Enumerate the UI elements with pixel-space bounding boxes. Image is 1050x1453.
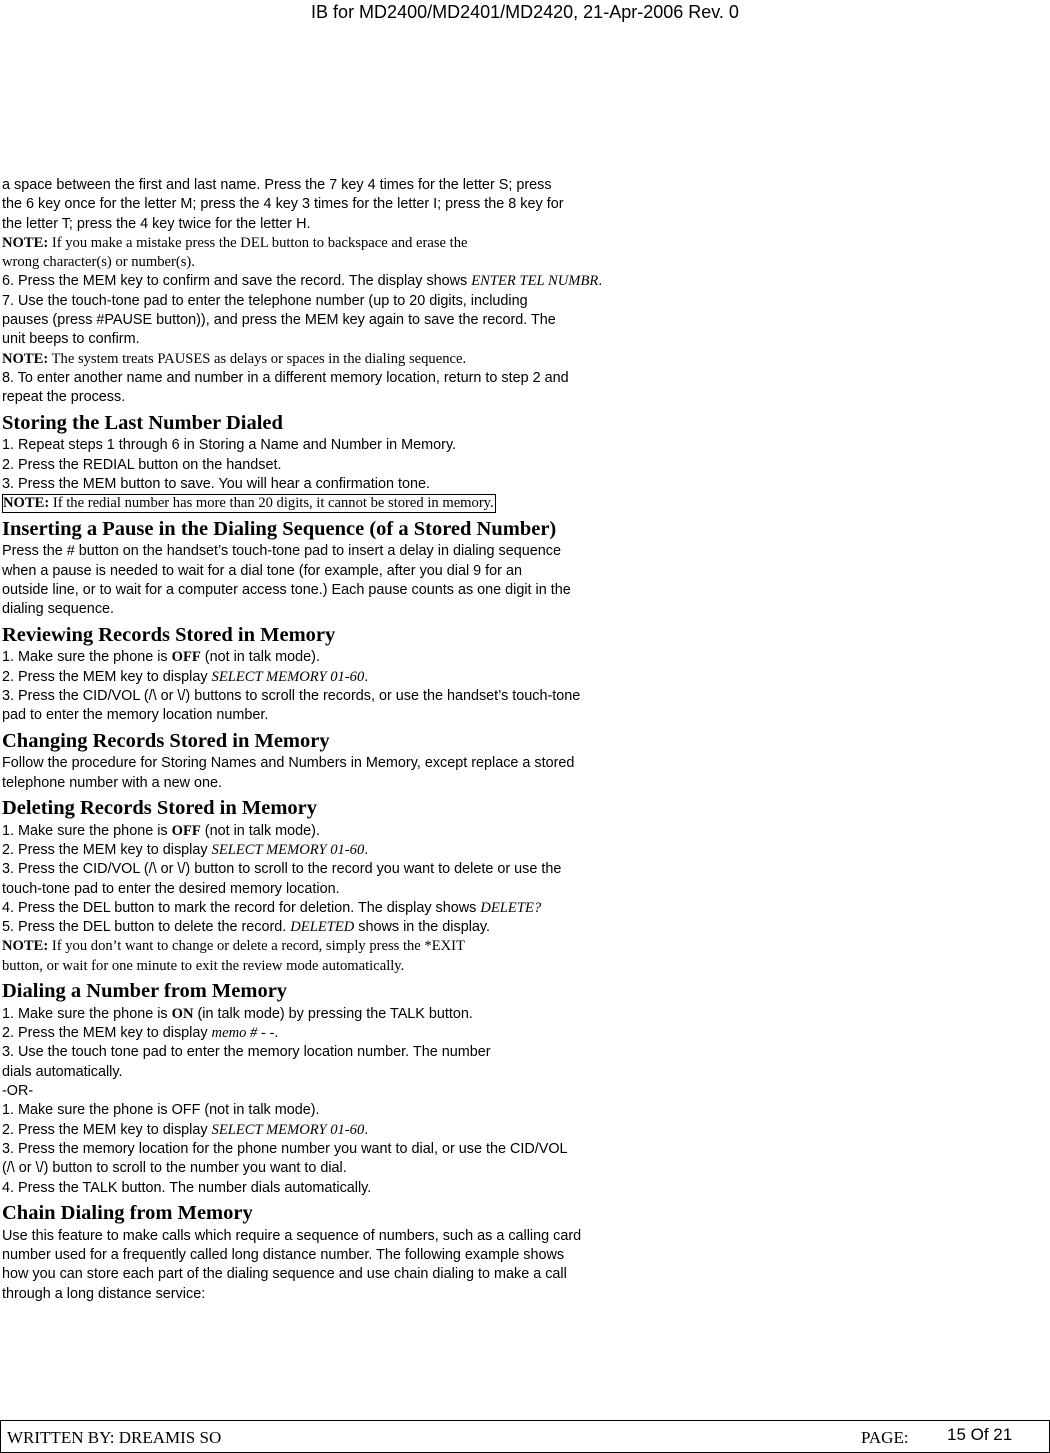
text-segment: 5. Press the DEL button to delete the record.	[2, 919, 291, 936]
text-line	[2, 822, 762, 841]
text-line	[2, 1227, 762, 1246]
text-segment: .	[274, 1025, 279, 1042]
display-text: DELETE?	[480, 899, 542, 916]
display-text: SELECT MEMORY 01-60	[211, 1121, 365, 1138]
section-heading	[2, 726, 762, 755]
text-line	[2, 1265, 762, 1284]
text-segment: ON	[171, 1005, 194, 1022]
text-line	[2, 542, 762, 561]
section-heading	[2, 793, 762, 822]
text-line	[2, 562, 762, 581]
text-line	[2, 311, 762, 330]
text-segment: 1. Make sure the phone is	[2, 1005, 172, 1022]
note-box	[2, 494, 496, 513]
heading-text: Changing Records Stored in Memory	[2, 729, 330, 752]
text-line	[2, 841, 762, 860]
text-segment: Follow the procedure for Storing Names and Numbers in Memory, except replace a stored	[2, 755, 575, 772]
text-line	[2, 1285, 762, 1304]
text-segment: 3. Press the memory location for the phone number you want to dial, or use the CID/VOL	[2, 1140, 568, 1157]
text-line	[2, 937, 762, 956]
text-segment: 3. Press the CID/VOL (/\ or \/) buttons to scroll the records, or use the handset’s touch-tone	[2, 687, 581, 704]
text-line	[2, 1179, 762, 1198]
text-line	[2, 1082, 762, 1101]
text-line	[2, 648, 762, 667]
display-text: memo #	[211, 1025, 258, 1042]
text-segment: 6. Press the MEM key to confirm and save the record. The display shows	[2, 273, 472, 290]
text-segment: when a pause is needed to wait for a dial tone (for example, after you dial 9 for an	[2, 562, 522, 579]
text-segment: .	[364, 668, 369, 685]
text-line	[2, 1246, 762, 1265]
text-segment: .	[364, 1121, 369, 1138]
text-segment: (not in talk mode).	[200, 649, 320, 666]
text-segment: 4. Press the TALK button. The number dials automatically.	[2, 1179, 372, 1196]
note-label: NOTE:	[2, 350, 49, 367]
text-line	[2, 388, 762, 407]
section-heading	[2, 408, 762, 437]
text-segment: 2. Press the MEM key to display	[2, 1025, 212, 1042]
text-line	[2, 668, 762, 687]
text-segment: 7. Use the touch-tone pad to enter the telephone number (up to 20 digits, including	[2, 292, 528, 309]
text-segment: The system treats PAUSES as delays or spaces in the dialing sequence.	[48, 350, 467, 367]
text-line	[2, 436, 762, 455]
text-line	[2, 234, 762, 253]
text-segment: 2. Press the REDIAL button on the handset.	[2, 456, 282, 473]
text-line	[2, 600, 762, 619]
text-line	[2, 350, 762, 369]
text-line	[2, 687, 762, 706]
display-text: DELETED	[290, 919, 355, 936]
text-segment: If you make a mistake press the DEL button to backspace and erase the	[48, 234, 468, 251]
heading-text: Deleting Records Stored in Memory	[2, 796, 318, 819]
note-label: NOTE:	[2, 234, 49, 251]
text-line	[2, 176, 762, 195]
text-line	[2, 581, 762, 600]
text-segment: Press the # button on the handset’s touch-tone pad to insert a delay in dialing sequence	[2, 543, 561, 560]
text-line	[2, 899, 762, 918]
text-segment: 1. Make sure the phone is	[2, 649, 172, 666]
text-line	[2, 860, 762, 879]
text-line	[2, 456, 762, 475]
heading-text: Storing the Last Number Dialed	[2, 411, 283, 434]
section-heading	[2, 620, 762, 649]
text-segment: 8. To enter another name and number in a different memory location, return to step 2 and	[2, 369, 569, 386]
text-line	[2, 195, 762, 214]
text-segment: dialing sequence.	[2, 601, 115, 618]
text-line	[2, 754, 762, 773]
text-line	[2, 1005, 762, 1024]
text-line	[2, 1159, 762, 1178]
display-text: SELECT MEMORY 01-60	[211, 842, 365, 858]
section-heading	[2, 514, 762, 543]
author-label: WRITTEN BY: DREAMIS SO	[7, 1428, 222, 1447]
text-segment: 2. Press the MEM key to display	[2, 668, 212, 685]
text-segment: how you can store each part of the dialing sequence and use chain dialing to make a call	[2, 1266, 567, 1283]
text-segment: the letter T; press the 4 key twice for the letter H.	[2, 215, 311, 232]
text-line	[2, 1140, 762, 1159]
display-text: ENTER TEL NUMBR	[471, 273, 599, 290]
text-line	[2, 292, 762, 311]
text-segment: 1. Make sure the phone is	[2, 822, 172, 839]
text-segment: OFF	[171, 822, 201, 839]
note-label: NOTE:	[2, 938, 49, 955]
text-line	[2, 706, 762, 725]
heading-text: Dialing a Number from Memory	[2, 980, 288, 1003]
text-segment: 2. Press the MEM key to display	[2, 1121, 212, 1138]
text-segment: telephone number with a new one.	[2, 774, 223, 791]
text-segment: button, or wait for one minute to exit the review mode automatically.	[2, 957, 405, 974]
text-line	[2, 475, 762, 494]
text-segment: (/\ or \/) button to scroll to the number you want to dial.	[2, 1160, 347, 1177]
text-line	[2, 880, 762, 899]
text-segment: outside line, or to wait for a computer access tone.) Each pause counts as one digit in the	[2, 581, 571, 598]
text-segment: .	[364, 842, 369, 858]
text-segment: number used for a frequently called long distance number. The following example shows	[2, 1246, 565, 1263]
text-segment: -OR-	[2, 1083, 34, 1100]
text-line	[2, 1121, 762, 1140]
heading-text: Reviewing Records Stored in Memory	[2, 623, 336, 646]
text-segment: pauses (press #PAUSE button)), and press the MEM key again to save the record. The	[2, 312, 556, 329]
text-segment: dials automatically.	[2, 1063, 123, 1080]
text-segment: touch-tone pad to enter the desired memory location.	[2, 880, 340, 897]
text-line	[2, 215, 762, 234]
text-segment: (in talk mode) by pressing the TALK button.	[193, 1005, 473, 1022]
heading-text: Inserting a Pause in the Dialing Sequence (of a Stored Number)	[2, 517, 557, 540]
document-header: IB for MD2400/MD2401/MD2420, 21-Apr-2006 Rev. 0	[311, 2, 739, 22]
section-heading	[2, 976, 762, 1005]
text-segment: 1. Repeat steps 1 through 6 in Storing a Name and Number in Memory.	[2, 437, 457, 454]
text-segment: repeat the process.	[2, 389, 126, 406]
text-segment: If the redial number has more than 20 digits, it cannot be stored in memory.	[49, 495, 494, 512]
text-segment: - -	[257, 1025, 275, 1042]
text-segment: OFF	[171, 649, 201, 666]
text-segment: the 6 key once for the letter M; press the 4 key 3 times for the letter I; press the 8 key for	[2, 196, 564, 213]
text-segment: 3. Use the touch tone pad to enter the memory location number. The number	[2, 1044, 491, 1061]
text-segment: If you don’t want to change or delete a record, simply press the *EXIT	[48, 938, 465, 955]
page-footer	[0, 1420, 1050, 1453]
text-line	[2, 330, 762, 349]
page-label: PAGE:	[861, 1428, 909, 1447]
text-segment: through a long distance service:	[2, 1285, 206, 1302]
text-line	[2, 1063, 762, 1082]
text-line	[2, 1101, 762, 1120]
section-heading	[2, 1198, 762, 1227]
display-text: SELECT MEMORY 01-60	[211, 668, 365, 685]
text-segment: 1. Make sure the phone is OFF (not in talk mode).	[2, 1102, 320, 1119]
text-segment: 3. Press the MEM button to save. You will hear a confirmation tone.	[2, 475, 430, 492]
text-segment: (not in talk mode).	[200, 822, 320, 839]
text-segment: pad to enter the memory location number.	[2, 707, 269, 724]
text-line	[2, 774, 762, 793]
text-segment: 3. Press the CID/VOL (/\ or \/) button to scroll to the record you want to delete or use the	[2, 861, 562, 878]
text-segment: wrong character(s) or number(s).	[2, 254, 195, 271]
text-line	[2, 253, 762, 272]
text-segment: 2. Press the MEM key to display	[2, 842, 212, 858]
text-segment: Use this feature to make calls which require a sequence of numbers, such as a calling card	[2, 1227, 582, 1244]
text-line	[2, 1043, 762, 1062]
text-segment: unit beeps to confirm.	[2, 331, 140, 348]
text-segment: shows in the display.	[354, 919, 491, 936]
document-body	[2, 176, 762, 1304]
text-segment: a space between the first and last name. Press the 7 key 4 times for the letter S; press	[2, 177, 552, 193]
page-number: 15 Of 21	[947, 1425, 1013, 1444]
text-segment: 4. Press the DEL button to mark the record for deletion. The display shows	[2, 899, 481, 916]
text-line	[2, 918, 762, 937]
text-segment: .	[598, 273, 603, 290]
boxed-note	[2, 494, 762, 513]
note-label: NOTE:	[3, 495, 50, 512]
text-line	[2, 957, 762, 976]
heading-text: Chain Dialing from Memory	[2, 1201, 253, 1224]
text-line	[2, 369, 762, 388]
text-line	[2, 1024, 762, 1043]
text-line	[2, 272, 762, 291]
